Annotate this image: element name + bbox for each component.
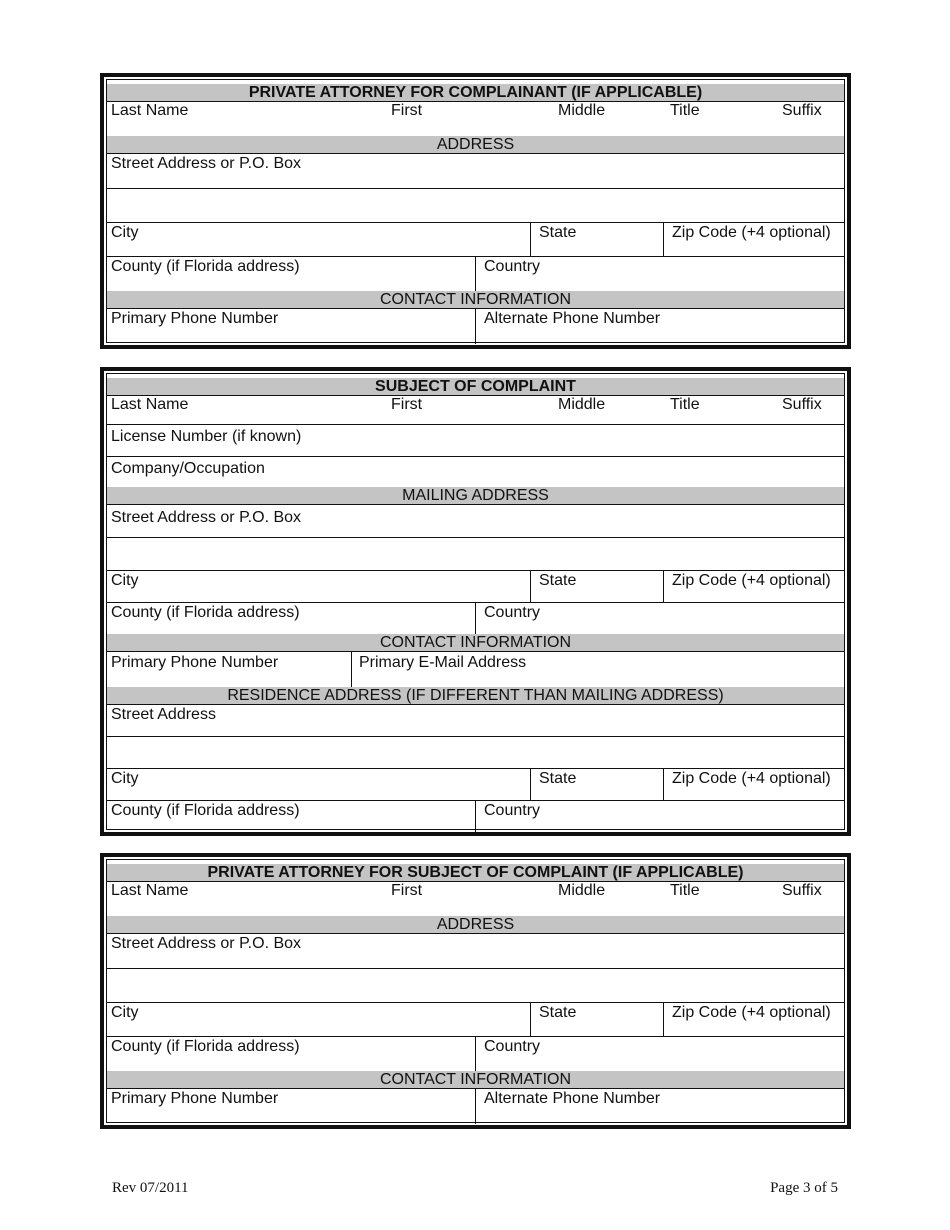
residence-country-field[interactable]: Country [484,802,541,819]
suffix-field[interactable]: Suffix [782,882,822,899]
page-number: Page 3 of 5 [770,1180,838,1196]
contact-header: CONTACT INFORMATION [107,634,844,652]
state-field[interactable]: State [539,224,577,241]
divider [107,768,844,769]
address-header: ADDRESS [107,136,844,154]
state-field[interactable]: State [539,572,577,589]
divider [107,570,844,571]
divider [351,652,352,687]
country-field[interactable]: Country [484,1038,541,1055]
divider [107,537,844,538]
primary-phone-field[interactable]: Primary Phone Number [111,1090,279,1107]
city-field[interactable]: City [111,224,139,241]
residence-address-header: RESIDENCE ADDRESS (IF DIFFERENT THAN MAILING ADDRESS) [107,687,844,705]
suffix-field[interactable]: Suffix [782,396,822,413]
middle-name-field[interactable]: Middle [558,102,606,119]
divider [107,968,844,969]
divider [107,736,844,737]
divider [475,256,476,291]
divider [663,222,664,256]
last-name-field[interactable]: Last Name [111,882,189,899]
county-field[interactable]: County (if Florida address) [111,1038,300,1055]
divider [530,1002,531,1036]
country-field[interactable]: Country [484,604,541,621]
city-field[interactable]: City [111,1004,139,1021]
divider [663,570,664,602]
section-title: SUBJECT OF COMPLAINT [107,378,844,396]
city-field[interactable]: City [111,572,139,589]
primary-phone-field[interactable]: Primary Phone Number [111,654,279,671]
residence-street-field[interactable]: Street Address [111,706,216,723]
section-title: PRIVATE ATTORNEY FOR COMPLAINANT (IF APPLICABLE) [107,84,844,102]
license-number-field[interactable]: License Number (if known) [111,428,302,445]
country-field[interactable]: Country [484,258,541,275]
residence-zip-field[interactable]: Zip Code (+4 optional) [672,770,831,787]
divider [107,1002,844,1003]
street-address-field[interactable]: Street Address or P.O. Box [111,935,302,952]
divider [107,188,844,189]
county-field[interactable]: County (if Florida address) [111,258,300,275]
street-address-field[interactable]: Street Address or P.O. Box [111,155,302,172]
company-occupation-field[interactable]: Company/Occupation [111,460,265,477]
revision-label: Rev 07/2011 [112,1180,189,1196]
divider [475,1089,476,1124]
divider [663,768,664,800]
divider [530,570,531,602]
divider [475,800,476,833]
title-field[interactable]: Title [670,102,700,119]
divider [475,1036,476,1071]
subject-of-complaint-section [100,367,851,836]
mailing-address-header: MAILING ADDRESS [107,487,844,505]
section-title: PRIVATE ATTORNEY FOR SUBJECT OF COMPLAINT (IF APPLICABLE) [107,864,844,882]
divider [530,768,531,800]
divider [107,222,844,223]
title-field[interactable]: Title [670,882,700,899]
residence-county-field[interactable]: County (if Florida address) [111,802,300,819]
subject-attorney-section [100,853,851,1129]
complainant-attorney-section [100,73,851,349]
zip-field[interactable]: Zip Code (+4 optional) [672,1004,831,1021]
divider [475,602,476,634]
divider [663,1002,664,1036]
county-field[interactable]: County (if Florida address) [111,604,300,621]
first-name-field[interactable]: First [391,396,423,413]
address-header: ADDRESS [107,916,844,934]
residence-state-field[interactable]: State [539,770,577,787]
last-name-field[interactable]: Last Name [111,396,189,413]
suffix-field[interactable]: Suffix [782,102,822,119]
residence-city-field[interactable]: City [111,770,139,787]
alternate-phone-field[interactable]: Alternate Phone Number [484,1090,661,1107]
last-name-field[interactable]: Last Name [111,102,189,119]
divider [475,309,476,344]
title-field[interactable]: Title [670,396,700,413]
alternate-phone-field[interactable]: Alternate Phone Number [484,310,661,327]
zip-field[interactable]: Zip Code (+4 optional) [672,572,831,589]
contact-header: CONTACT INFORMATION [107,291,844,309]
divider [107,424,844,425]
divider [107,456,844,457]
email-field[interactable]: Primary E-Mail Address [359,654,527,671]
state-field[interactable]: State [539,1004,577,1021]
middle-name-field[interactable]: Middle [558,396,606,413]
primary-phone-field[interactable]: Primary Phone Number [111,310,279,327]
first-name-field[interactable]: First [391,882,423,899]
first-name-field[interactable]: First [391,102,423,119]
street-address-field[interactable]: Street Address or P.O. Box [111,509,302,526]
zip-field[interactable]: Zip Code (+4 optional) [672,224,831,241]
middle-name-field[interactable]: Middle [558,882,606,899]
contact-header: CONTACT INFORMATION [107,1071,844,1089]
divider [530,222,531,256]
